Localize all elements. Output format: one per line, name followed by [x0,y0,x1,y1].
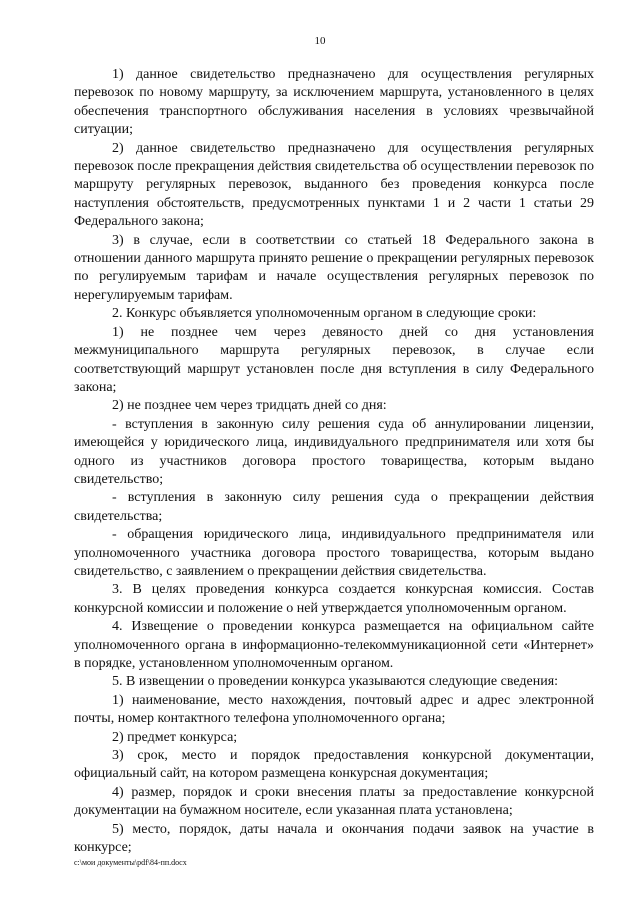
paragraph: - вступления в законную силу решения суда о прекращении действия свидетельства; [74,490,594,524]
page-number: 10 [314,35,326,47]
paragraph: 2) данное свидетельство предназначено для осуществления регулярных перевозок после прекращения действия свидетельства об осуществлении перевозок по маршруту регулярных перевозок, выданного без проведения конкурса после наступления обстоятельств, предусмотренных пунктами 1 и 2 части 1 статьи 29 Федерального закона; [74,140,594,230]
paragraph: 1) не позднее чем через девяносто дней со дня установления межмуниципального маршрута регулярных перевозок, в случае если соответствующий маршрут установлен после дня вступления в силу Федерального закона; [74,324,594,395]
paragraph: 5) место, порядок, даты начала и окончания подачи заявок на участие в конкурсе; [74,821,594,856]
document-body [74,66,594,857]
paragraph: 3) срок, место и порядок предоставления конкурсной документации, официальный сайт, на котором размещена конкурсная документация; [74,748,594,782]
paragraph: - вступления в законную силу решения суда об аннулировании лицензии, имеющейся у юридического лица, индивидуального предпринимателя или хотя бы одного из участников договора простого товарищества, которым выдано свидетельство; [74,416,594,487]
paragraph: 3) в случае, если в соответствии со статьей 18 Федерального закона в отношении данного маршрута принято решение о прекращении регулярных перевозок по регулируемым тарифам и начале осуществления регулярных перевозок по нерегулируемым тарифам. [74,232,594,303]
paragraph: 1) наименование, место нахождения, почтовый адрес и адрес электронной почты, номер контактного телефона уполномоченного органа; [74,692,594,727]
paragraph: 4. Извещение о проведении конкурса размещается на официальном сайте уполномоченного органа в информационно-телекоммуникационной сети «Интернет» в порядке, установленном уполномоченным органом. [74,619,594,671]
paragraph: 1) данное свидетельство предназначено для осуществления регулярных перевозок по новому маршруту, за исключением маршрута, установленного в целях обеспечения транспортного обслуживания населения в условиях чрезвычайной ситуации; [74,67,594,138]
paragraph: 5. В извещении о проведении конкурса указываются следующие сведения: [112,674,559,690]
paragraph: 2. Конкурс объявляется уполномоченным органом в следующие сроки: [112,306,537,322]
paragraph: 2) предмет конкурса; [112,729,238,745]
footer-file-path: c:\мои документы\pdf\84-пп.docx [74,858,187,867]
paragraph: 2) не позднее чем через тридцать дней со дня: [112,398,387,414]
paragraph: 4) размер, порядок и сроки внесения платы за предоставление конкурсной документации на бумажном носителе, если указанная плата установлена; [74,784,594,819]
paragraph: 3. В целях проведения конкурса создается конкурсная комиссия. Состав конкурсной комиссии и положение о ней утверждается уполномоченным органом. [74,582,594,616]
paragraph: - обращения юридического лица, индивидуального предпринимателя или уполномоченного участника договора простого товарищества, которым выдано свидетельство, с заявлением о прекращении действия свидетельства. [74,527,594,579]
